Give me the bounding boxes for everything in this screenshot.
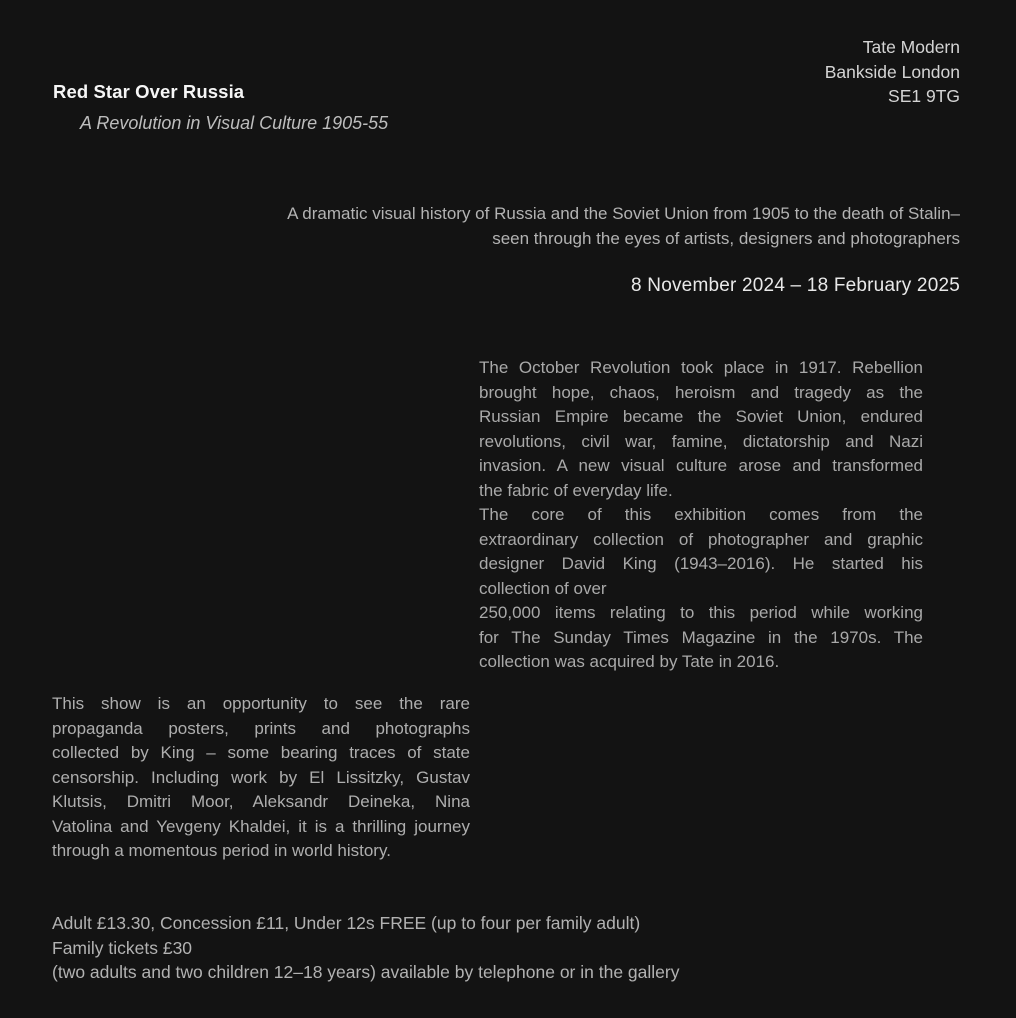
exhibition-dates: 8 November 2024 – 18 February 2025 — [631, 275, 960, 296]
text-line: invasion. A new visual culture arose and transformed — [479, 456, 923, 475]
text-line: This show is an opportunity to see the rare — [52, 694, 470, 713]
text-line: collection was acquired by Tate in 2016. — [479, 652, 780, 671]
exhibition-subtitle: A Revolution in Visual Culture 1905-55 — [80, 113, 389, 133]
text-line: collection of over — [479, 578, 607, 598]
text-line: collected by King – some bearing traces of state — [52, 743, 470, 762]
text-line: for The Sunday Times Magazine in the 1970s. The — [479, 627, 923, 647]
intro-line: seen through the eyes of artists, designers and photographers — [492, 228, 960, 248]
venue-street: Bankside London — [824, 61, 960, 82]
ticket-prices-line: Adult £13.30, Concession £11, Under 12s FREE (up to four per family adult) — [52, 913, 641, 933]
text-line: censorship. Including work by El Lissitzky, Gustav — [52, 767, 470, 787]
venue-address — [825, 35, 960, 109]
text-line: extraordinary collection of photographer and graphic — [479, 529, 923, 549]
exhibition-title: Red Star Over Russia — [53, 81, 245, 102]
venue-postcode: SE1 9TG — [888, 86, 960, 106]
text-line: the fabric of everyday life. — [479, 480, 673, 500]
text-line: revolutions, civil war, famine, dictatorship and Nazi — [479, 431, 923, 451]
intro-text — [287, 202, 960, 251]
text-line: Klutsis, Dmitri Moor, Aleksandr Deineka, Nina — [52, 792, 470, 811]
text-line: through a momentous period in world history. — [52, 841, 391, 860]
text-line: brought hope, chaos, heroism and tragedy as the — [479, 382, 923, 402]
family-ticket-line: Family tickets £30 — [52, 937, 193, 958]
text-line: Vatolina and Yevgeny Khaldei, it is a thrilling journey — [52, 816, 470, 836]
text-line: Russian Empire became the Soviet Union, endured — [479, 407, 923, 426]
text-line: propaganda posters, prints and photographs — [52, 718, 470, 738]
text-line: The core of this exhibition comes from the — [479, 505, 923, 524]
venue-name: Tate Modern — [862, 37, 960, 57]
show-description-text — [52, 692, 470, 864]
ticket-info — [52, 911, 679, 985]
text-line: The October Revolution took place in 1917. Rebellion — [479, 358, 923, 377]
collection-history-text — [479, 356, 923, 675]
text-line: 250,000 items relating to this period while working — [479, 603, 923, 622]
ticket-details-line: (two adults and two children 12–18 years) available by telephone or in the gallery — [52, 962, 680, 983]
text-line: designer David King (1943–2016). He started his — [479, 554, 923, 573]
intro-line: A dramatic visual history of Russia and the Soviet Union from 1905 to the death of Stalin– — [287, 204, 960, 223]
